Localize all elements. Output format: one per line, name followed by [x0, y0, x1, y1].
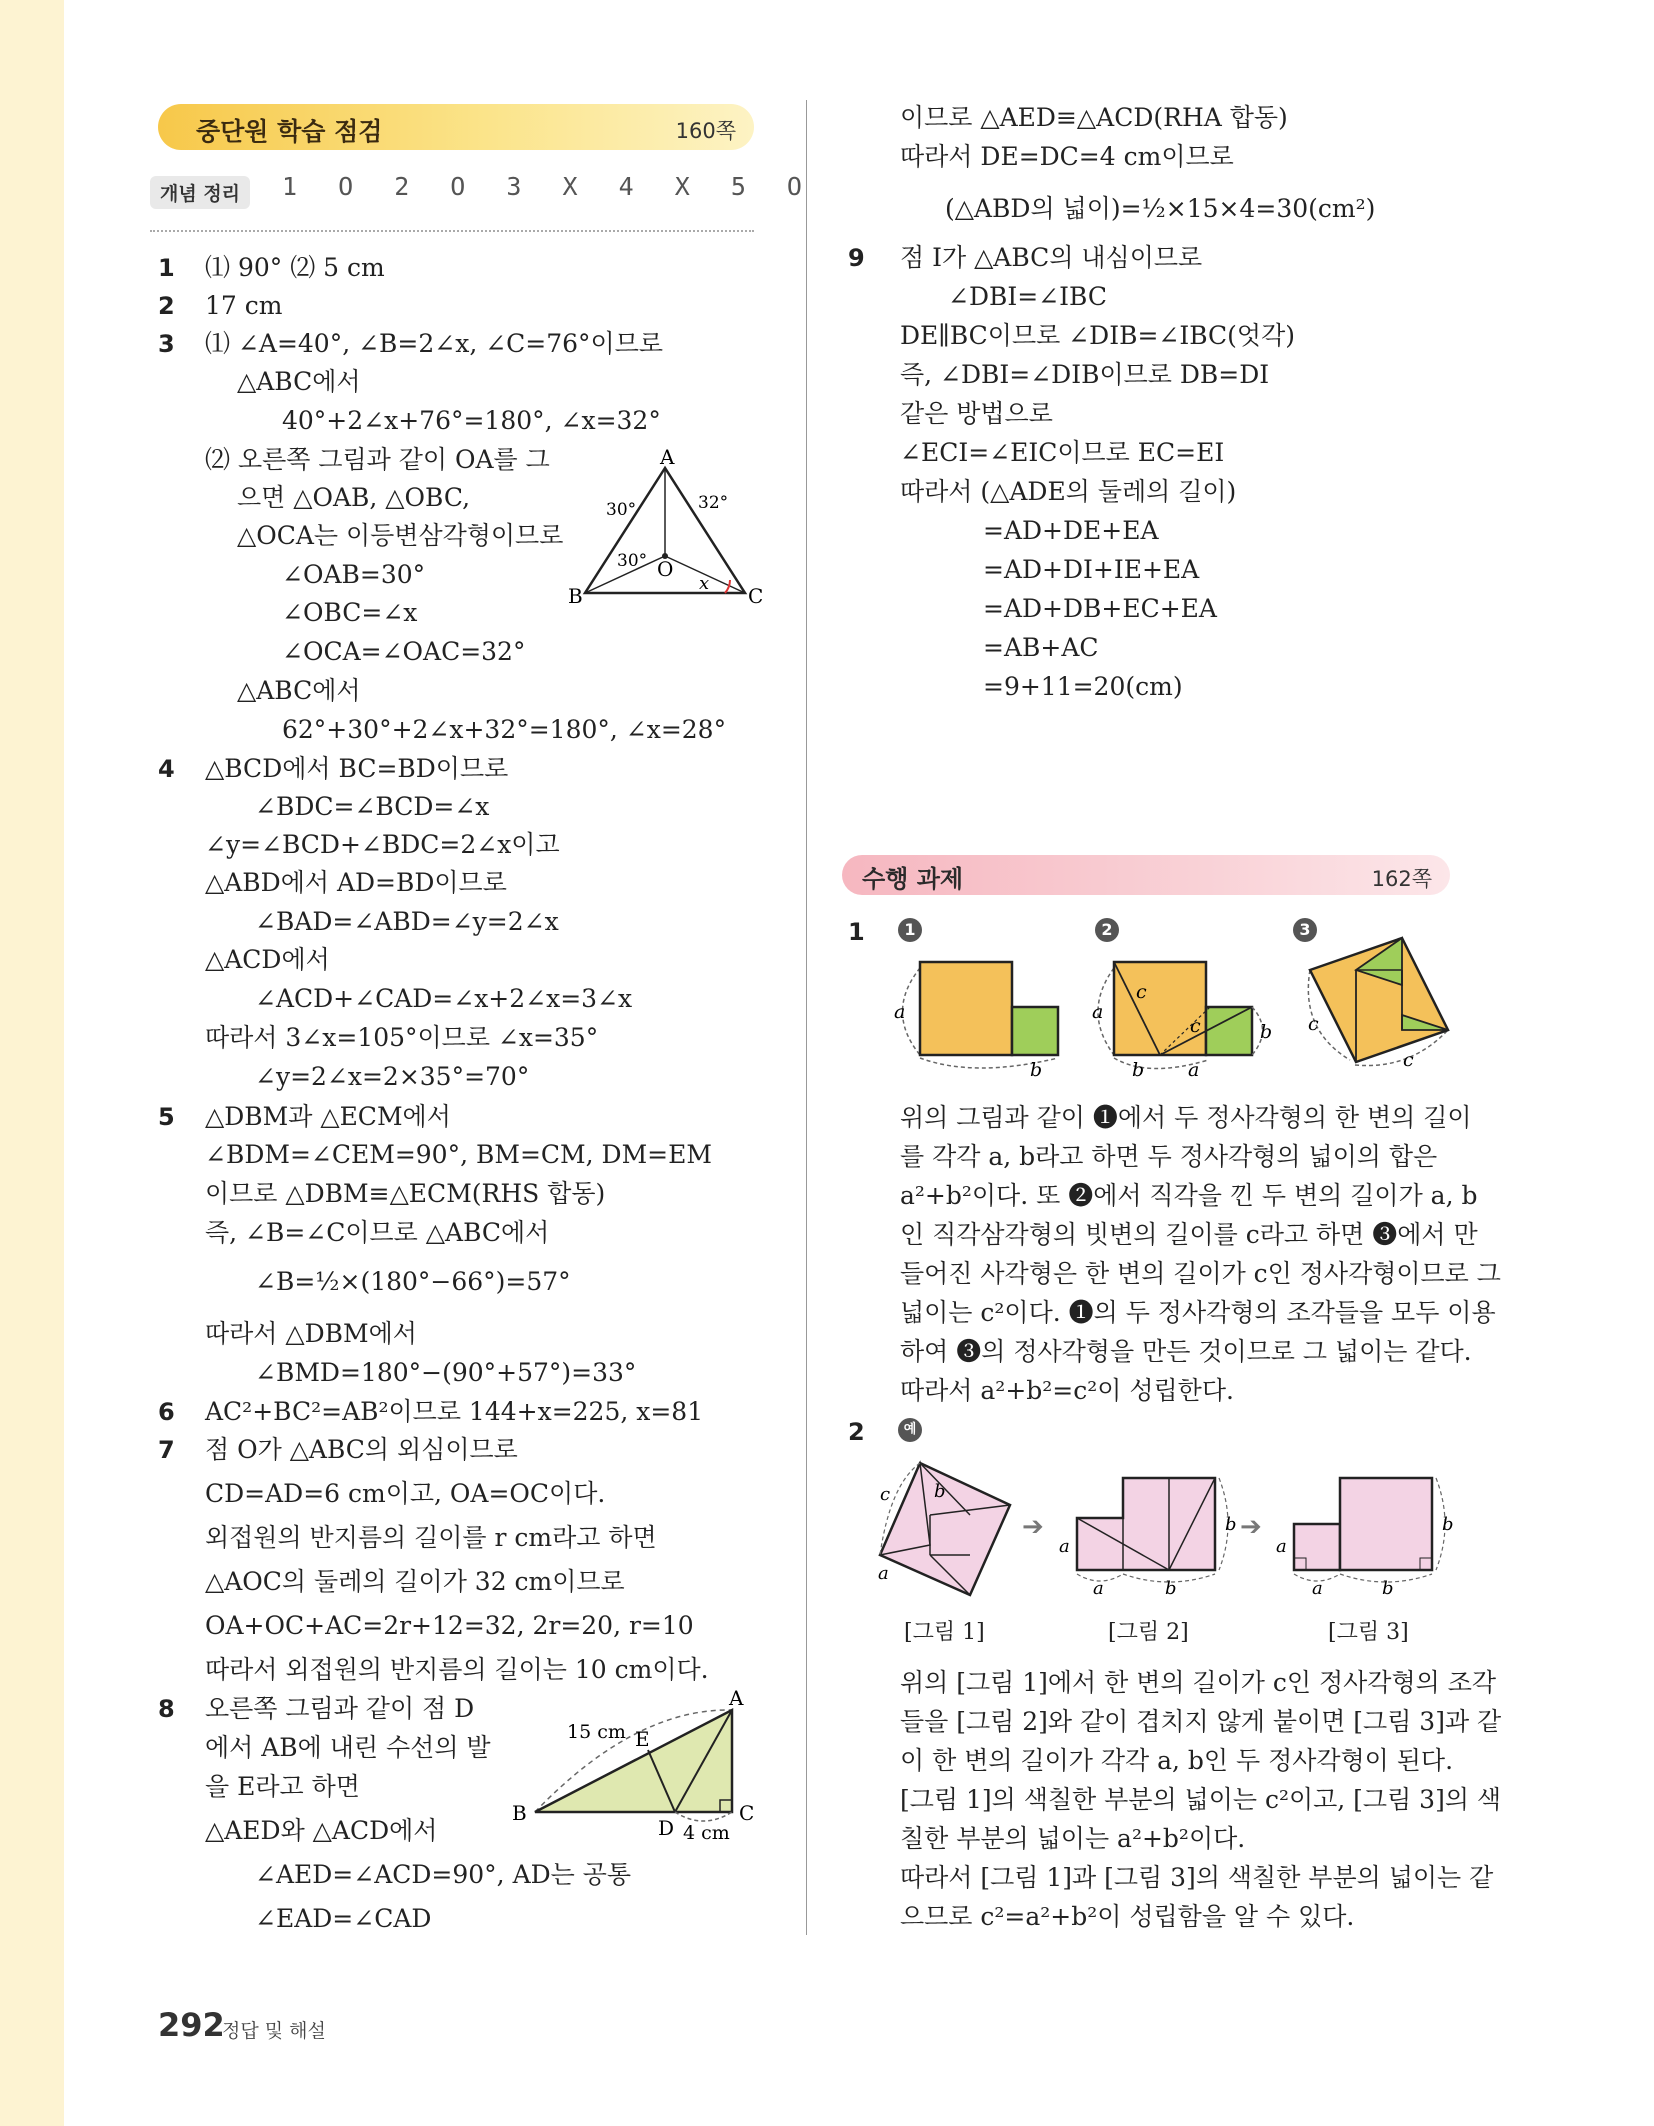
task-header	[842, 855, 1450, 895]
tri-label-o: O	[657, 557, 674, 581]
square-figure-2	[1055, 1470, 1245, 1600]
section-header	[158, 104, 754, 150]
tri-angle-x: x	[699, 573, 710, 594]
text-line: 외접원의 반지름의 길이를 r cm라고 하면	[205, 1523, 657, 1552]
text-line: 62°+30°+2∠x+32°=180°, ∠x=28°	[282, 715, 727, 744]
text-line: 을 E라고 하면	[205, 1772, 360, 1801]
fig-label-b: b	[1165, 1578, 1177, 1599]
text-line: 이므로 △DBM≡△ECM(RHS 합동)	[205, 1179, 606, 1208]
fig-label-b: b	[1030, 1059, 1043, 1080]
concept-answers: 1 O 2 O 3 X 4 X 5 O	[282, 172, 802, 201]
text-line: 따라서 (△ADE의 둘레의 길이)	[900, 477, 1237, 506]
text-line: ⑴ 90° ⑵ 5 cm	[205, 253, 385, 282]
text-line: △AED와 △ACD에서	[205, 1816, 438, 1845]
fig-label-c: c	[1403, 1049, 1414, 1071]
text-line: 따라서 a²+b²=c²이 성립한다.	[900, 1376, 1234, 1405]
tri-angle-2: 32°	[698, 493, 729, 513]
text-line: 를 각각 a, b라고 하면 두 정사각형의 넓이의 합은	[900, 1142, 1438, 1171]
figure-marker: 2	[1095, 918, 1119, 942]
footer-label: 정답 및 해설	[222, 2020, 326, 2042]
fig-label-b: b	[1382, 1578, 1394, 1599]
side-strip	[0, 0, 64, 2126]
fig-label-b: b	[1260, 1021, 1273, 1043]
text-line: ∠B=½×(180°−66°)=57°	[255, 1267, 571, 1296]
rt-label-a: A	[729, 1688, 744, 1710]
text-line: △AOC의 둘레의 길이가 32 cm이므로	[205, 1567, 625, 1596]
text-line: 으므로 c²=a²+b²이 성립함을 알 수 있다.	[900, 1902, 1355, 1931]
text-line: 오른쪽 그림과 같이 점 D	[205, 1694, 475, 1723]
text-line: 위의 [그림 1]에서 한 변의 길이가 c인 정사각형의 조각	[900, 1668, 1496, 1697]
section-title: 중단원 학습 점검	[196, 117, 383, 146]
triangle-figure	[565, 448, 765, 608]
fig-label-b: b	[934, 1481, 946, 1502]
text-line: ∠OCA=∠OAC=32°	[282, 637, 526, 666]
text-line: [그림 1]의 색칠한 부분의 넓이는 c²이고, [그림 3]의 색	[900, 1785, 1502, 1814]
text-line: CD=AD=6 cm이고, OA=OC이다.	[205, 1479, 606, 1508]
task-page-ref: 162쪽	[1371, 867, 1432, 891]
problem-number: 3	[158, 330, 175, 358]
text-line: 즉, ∠DBI=∠DIB이므로 DB=DI	[900, 360, 1270, 389]
fig-label-a: a	[1093, 1578, 1104, 1599]
fig-label-c: c	[1136, 981, 1147, 1003]
text-line: 따라서 △DBM에서	[205, 1319, 417, 1348]
text-line: 따라서 [그림 1]과 [그림 3]의 색칠한 부분의 넓이는 같	[900, 1863, 1494, 1892]
text-line: (△ABD의 넓이)=½×15×4=30(cm²)	[945, 194, 1376, 223]
text-line: ∠EAD=∠CAD	[255, 1904, 432, 1933]
text-line: 에서 AB에 내린 수선의 발	[205, 1733, 491, 1762]
text-line: 인 직각삼각형의 빗변의 길이를 c라고 하면 ❸에서 만	[900, 1220, 1478, 1249]
text-line: =AD+DE+EA	[983, 516, 1159, 545]
fig-label-c: c	[1308, 1013, 1319, 1035]
text-line: ∠BAD=∠ABD=∠y=2∠x	[255, 907, 559, 936]
text-line: 이므로 △AED≡△ACD(RHA 합동)	[900, 103, 1288, 132]
fig-label-a: a	[894, 1001, 906, 1023]
problem-number: 2	[848, 1418, 865, 1446]
figure-caption: [그림 1]	[904, 1620, 985, 1645]
text-line: AC²+BC²=AB²이므로 144+x=225, x=81	[205, 1397, 704, 1426]
text-line: 이 한 변의 길이가 각각 a, b인 두 정사각형이 된다.	[900, 1746, 1454, 1775]
text-line: △ABC에서	[237, 367, 361, 396]
rt-label-hyp: 15 cm	[567, 1721, 626, 1743]
text-line: =AD+DB+EC+EA	[983, 594, 1217, 623]
column-divider	[806, 100, 807, 1935]
tri-angle-1: 30°	[606, 500, 637, 520]
page-number: 292	[158, 2006, 225, 2044]
problem-number: 2	[158, 292, 175, 320]
pythagoras-figure-1	[890, 950, 1070, 1080]
text-line: 칠한 부분의 넓이는 a²+b²이다.	[900, 1824, 1246, 1853]
fig-label-a: a	[1059, 1536, 1070, 1557]
problem-number: 6	[158, 1398, 175, 1426]
problem-number: 4	[158, 755, 175, 783]
task-title: 수행 과제	[862, 865, 964, 893]
pythagoras-figure-2	[1088, 950, 1278, 1080]
fig-label-a: a	[1188, 1059, 1200, 1080]
text-line: ∠BDM=∠CEM=90°, BM=CM, DM=EM	[205, 1140, 712, 1169]
text-line: △ACD에서	[205, 945, 330, 974]
text-line: ∠ACD+∠CAD=∠x+2∠x=3∠x	[255, 984, 633, 1013]
text-line: ∠AED=∠ACD=90°, AD는 공통	[255, 1860, 632, 1889]
text-line: 들을 [그림 2]와 같이 겹치지 않게 붙이면 [그림 3]과 같	[900, 1707, 1502, 1736]
problem-number: 9	[848, 244, 865, 272]
text-line: 같은 방법으로	[900, 399, 1053, 428]
problem-number: 5	[158, 1103, 175, 1131]
text-line: 17 cm	[205, 291, 283, 320]
problem-number: 1	[848, 918, 865, 946]
text-line: △OCA는 이등변삼각형이므로	[237, 521, 564, 550]
text-line: =AB+AC	[983, 633, 1099, 662]
fig-label-c: c	[880, 1484, 891, 1505]
rt-label-d: D	[658, 1816, 675, 1840]
dotted-divider	[150, 230, 754, 232]
text-line: ∠BMD=180°−(90°+57°)=33°	[255, 1358, 637, 1387]
tri-label-c: C	[748, 584, 764, 608]
tri-angle-3: 30°	[617, 551, 648, 571]
text-line: 점 I가 △ABC의 내심이므로	[900, 243, 1203, 272]
text-line: ∠OBC=∠x	[282, 598, 418, 627]
text-line: △ABD에서 AD=BD이므로	[205, 868, 507, 897]
arrow-icon: ➔	[1240, 1512, 1262, 1542]
fig-label-b: b	[1442, 1514, 1454, 1535]
text-line: ∠BDC=∠BCD=∠x	[255, 792, 490, 821]
section-page-ref: 160쪽	[675, 119, 736, 143]
text-line: =AD+DI+IE+EA	[983, 555, 1200, 584]
text-line: 으면 △OAB, △OBC,	[237, 483, 471, 512]
rt-label-c: C	[739, 1801, 755, 1825]
rt-label-e: E	[635, 1727, 650, 1751]
example-marker: 예	[898, 1418, 922, 1442]
text-line: 즉, ∠B=∠C이므로 △ABC에서	[205, 1218, 550, 1247]
fig-label-a: a	[1312, 1578, 1323, 1599]
text-line: 따라서 3∠x=105°이므로 ∠x=35°	[205, 1023, 599, 1052]
figure-caption: [그림 3]	[1328, 1620, 1409, 1645]
text-line: 하여 ❸의 정사각형을 만든 것이므로 그 넓이는 같다.	[900, 1337, 1472, 1366]
fig-label-b: b	[1225, 1514, 1237, 1535]
text-line: ∠y=2∠x=2×35°=70°	[255, 1062, 530, 1091]
text-line: ∠ECI=∠EIC이므로 EC=EI	[900, 438, 1225, 467]
text-line: ∠OAB=30°	[282, 560, 426, 589]
text-line: △BCD에서 BC=BD이므로	[205, 754, 509, 783]
text-line: △ABC에서	[237, 676, 361, 705]
text-line: ∠DBI=∠IBC	[948, 282, 1107, 311]
text-line: ∠y=∠BCD+∠BDC=2∠x이고	[205, 830, 560, 859]
figure-marker: 3	[1293, 918, 1317, 942]
fig-label-a: a	[1276, 1536, 1287, 1557]
figure-caption: [그림 2]	[1108, 1620, 1189, 1645]
fig-label-c: c	[1190, 1015, 1201, 1037]
text-line: DE∥BC이므로 ∠DIB=∠IBC(엇각)	[900, 321, 1295, 350]
rt-label-dc: 4 cm	[683, 1822, 730, 1844]
text-line: 따라서 외접원의 반지름의 길이는 10 cm이다.	[205, 1655, 709, 1684]
pythagoras-figure-3	[1300, 930, 1460, 1085]
text-line: ⑵ 오른쪽 그림과 같이 OA를 그	[205, 445, 550, 474]
text-line: =9+11=20(cm)	[983, 672, 1183, 701]
rt-label-b: B	[512, 1801, 527, 1825]
tri-label-b: B	[568, 584, 583, 608]
square-figure-3	[1272, 1470, 1462, 1600]
text-line: 40°+2∠x+76°=180°, ∠x=32°	[282, 406, 661, 435]
fig-label-b: b	[1132, 1059, 1145, 1080]
concept-badge: 개념 정리	[150, 176, 250, 209]
text-line: a²+b²이다. 또 ❷에서 직각을 낀 두 변의 길이가 a, b	[900, 1181, 1478, 1210]
problem-number: 1	[158, 254, 175, 282]
text-line: OA+OC+AC=2r+12=32, 2r=20, r=10	[205, 1611, 694, 1640]
problem-number: 8	[158, 1695, 175, 1723]
tri-label-a: A	[660, 448, 675, 469]
fig-label-a: a	[878, 1563, 889, 1584]
text-line: 위의 그림과 같이 ❶에서 두 정사각형의 한 변의 길이	[900, 1103, 1472, 1132]
arrow-icon: ➔	[1022, 1512, 1044, 1542]
figure-marker: 1	[898, 918, 922, 942]
text-line: 들어진 사각형은 한 변의 길이가 c인 정사각형이므로 그	[900, 1259, 1501, 1288]
fig-label-a: a	[1092, 1001, 1104, 1023]
problem-number: 7	[158, 1436, 175, 1464]
right-triangle-figure	[505, 1688, 775, 1848]
text-line: 따라서 DE=DC=4 cm이므로	[900, 142, 1234, 171]
text-line: △DBM과 △ECM에서	[205, 1102, 451, 1131]
text-line: ⑴ ∠A=40°, ∠B=2∠x, ∠C=76°이므로	[205, 329, 663, 358]
text-line: 점 O가 △ABC의 외심이므로	[205, 1435, 518, 1464]
text-line: 넓이는 c²이다. ❶의 두 정사각형의 조각들을 모두 이용	[900, 1298, 1496, 1327]
square-figure-1	[870, 1455, 1020, 1605]
